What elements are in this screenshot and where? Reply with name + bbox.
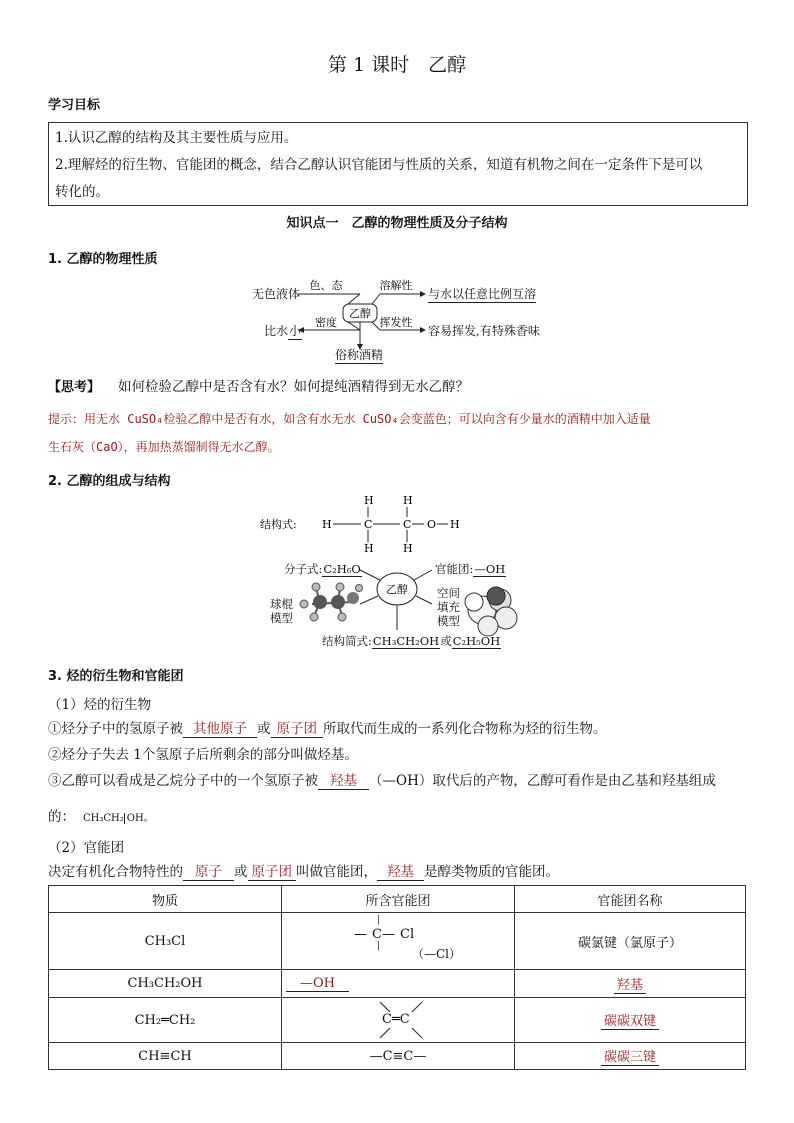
- para-2: ②烃分子失去 1个氢原子后所剩余的部分叫做烃基。: [48, 747, 358, 763]
- header-group-name: 官能团名称: [515, 886, 746, 913]
- molecular-formula: 分子式:C₂H₆O: [284, 562, 361, 576]
- page-title: 第 1 课时 乙醇: [327, 54, 467, 76]
- label-color: 色、态: [309, 279, 343, 292]
- subheading-functional-group: （2）官能团: [48, 840, 125, 856]
- section-2-heading: 2. 乙醇的组成与结构: [48, 474, 171, 489]
- cell-group-name: 羟基: [515, 970, 746, 998]
- table-row: [49, 998, 746, 1043]
- header-functional-group: 所含官能团: [282, 886, 515, 913]
- common-name: 俗称酒精: [335, 348, 384, 362]
- knowledge-point-title: 知识点一 乙醇的物理性质及分子结构: [286, 216, 508, 231]
- cell-functional-group: —C≡C—: [282, 1043, 515, 1070]
- atom-c: C: [403, 518, 412, 531]
- center-label: 乙醇: [349, 307, 371, 320]
- atom-h: H: [364, 542, 374, 555]
- goal-2: 2.理解烃的衍生物、官能团的概念，结合乙醇认识官能团与性质的关系，知道有机物之间在一定条件下是可以: [55, 157, 703, 173]
- ball-and-stick-model: [300, 583, 363, 621]
- functional-group: 官能团:—OH: [435, 562, 506, 576]
- density-less: 比水小: [264, 324, 302, 338]
- para-3: ③乙醇可以看成是乙烷分子中的一个氢原子被 羟基 （—OH）取代后的产物，乙醇可看作是由乙基和羟基组成: [48, 769, 716, 790]
- atom-h: H: [322, 518, 332, 531]
- table-row: [49, 970, 746, 998]
- label-volatility: 挥发性: [379, 316, 413, 329]
- para-1: ①烃分子中的氢原子被 其他原子 或 原子团 所取代而生成的一系列化合物称为烃的衍生物。: [48, 717, 607, 738]
- atom-h: H: [450, 518, 460, 531]
- cell-functional-group: — C — Cl | | （—Cl）: [282, 913, 515, 970]
- functional-group-table: [48, 885, 746, 1070]
- goals-box: [48, 122, 748, 206]
- table-header-row: [49, 886, 746, 913]
- cell-group-name: 碳氯键（氯原子）: [515, 913, 746, 970]
- goal-1: 1.认识乙醇的结构及其主要性质与应用。: [55, 130, 298, 146]
- ball-model-label: 球棍 模型: [270, 597, 293, 625]
- cell-group-name: 碳碳三键: [515, 1043, 746, 1070]
- goals-heading: 学习目标: [48, 98, 101, 113]
- struct-label: 结构式:: [260, 518, 297, 531]
- header-substance: 物质: [49, 886, 282, 913]
- cell-group-name: 碳碳双键: [515, 998, 746, 1043]
- cell-substance: CH≡CH: [49, 1043, 282, 1070]
- section-1-heading: 1. 乙醇的物理性质: [48, 252, 158, 267]
- atom-h: H: [403, 494, 413, 507]
- colorless-liquid: 无色液体: [252, 287, 301, 301]
- miscible-with-water: 与水以任意比例互溶: [428, 287, 537, 301]
- goal-3: 转化的。: [55, 184, 109, 200]
- simplified-formula: 结构简式:CH₃CH₂OH或C₂H₅OH: [322, 634, 501, 648]
- cell-functional-group: —OH: [282, 970, 515, 998]
- atom-o: O: [427, 518, 437, 531]
- table-row: [49, 913, 746, 970]
- space-filling-model: [465, 587, 517, 636]
- atom-c: C: [364, 518, 373, 531]
- label-solubility: 溶解性: [379, 279, 413, 292]
- hint-line-1: 提示：用无水 CuSO₄检验乙醇中是否有水，如含有水无水 CuSO₄会变蓝色；可以向含有少量水的酒精中加入适量: [48, 412, 651, 426]
- space-model-label: 空间 填充 模型: [437, 586, 460, 628]
- atom-h: H: [364, 494, 374, 507]
- cell-functional-group: C═C: [282, 998, 515, 1043]
- cell-substance: CH₃CH₂OH: [49, 970, 282, 998]
- center-ethanol: 乙醇: [386, 583, 408, 596]
- volatile-text: 容易挥发,有特殊香味: [428, 324, 540, 338]
- subheading-derivatives: （1）烃的衍生物: [48, 697, 152, 713]
- label-density: 密度: [315, 316, 337, 329]
- atom-h: H: [403, 542, 413, 555]
- section-3-heading: 3. 烃的衍生物和官能团: [48, 669, 184, 684]
- cell-substance: CH₂═CH₂: [49, 998, 282, 1043]
- table-row: [49, 1043, 746, 1070]
- think-question: 【思考】 如何检验乙醇中是否含有水？如何提纯酒精得到无水乙醇？: [48, 379, 470, 395]
- para-3-end: 的： CH₃CH₂ OH。: [48, 809, 154, 825]
- para-4: 决定有机化合物特性的 原子 或 原子团 叫做官能团， 羟基 是醇类物质的官能团。: [48, 860, 559, 881]
- hint-line-2: 生石灰（CaO），再加热蒸馏制得无水乙醇。: [48, 440, 280, 454]
- cell-substance: CH₃Cl: [49, 913, 282, 970]
